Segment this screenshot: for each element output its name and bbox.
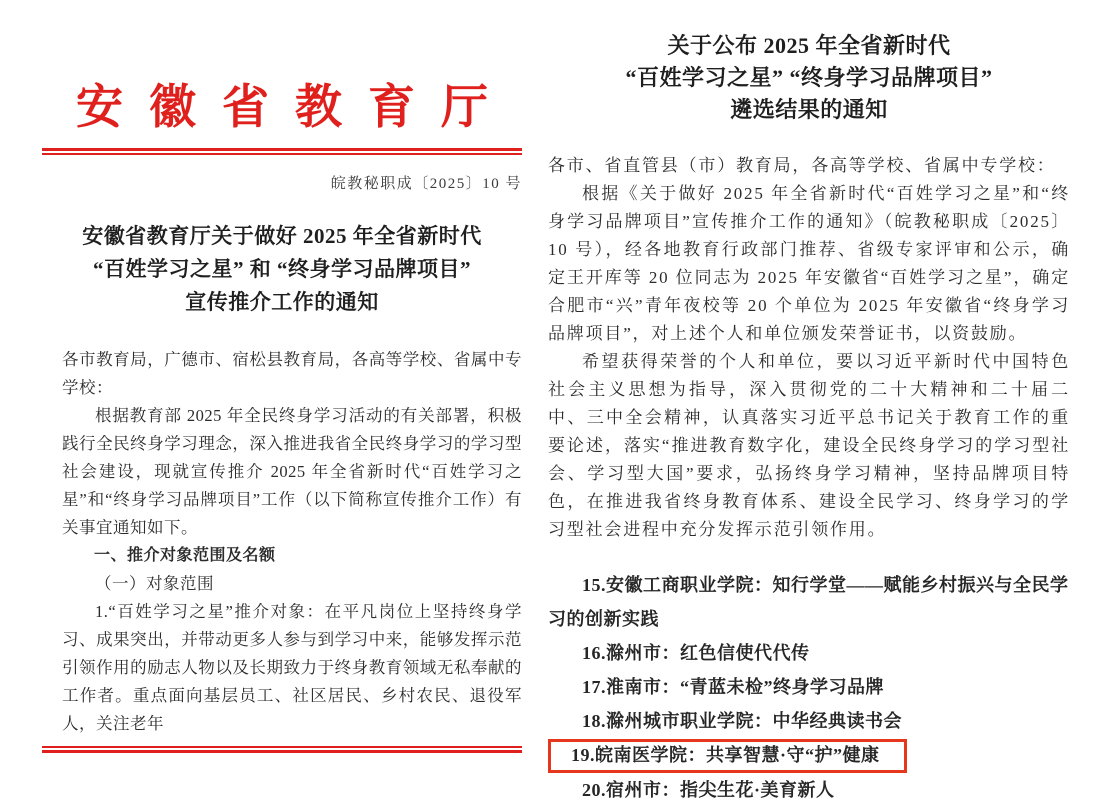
document-number: 皖教秘职成〔2025〕10 号	[330, 176, 522, 192]
letterhead-double-rule	[42, 148, 522, 155]
list-item-19-highlighted	[548, 738, 1070, 773]
right-title-line-2: “百姓学习之星” “终身学习品牌项目”	[625, 65, 993, 90]
right-salutation: 各市、省直管县（市）教育局，各高等学校、省属中专学校：	[548, 156, 1056, 175]
left-salutation: 各市教育局，广德市、宿松县教育局，各高等学校、省属中专学校：	[62, 350, 522, 397]
left-title-line-2: “百姓学习之星” 和 “终身学习品牌项目”	[93, 257, 471, 281]
right-title-line-3: 遴选结果的通知	[730, 97, 888, 122]
list-item-16: 16.滁州市：红色信使代代传	[582, 643, 810, 663]
list-item-17: 17.淮南市：“青蓝未检”终身学习品牌	[582, 677, 884, 697]
document-page-left	[42, 0, 522, 805]
left-title-line-1: 安徽省教育厅关于做好 2025 年全省新时代	[82, 224, 482, 248]
left-page-body	[62, 346, 522, 738]
left-paragraph-1: 根据教育部 2025 年全民终身学习活动的有关部署，积极践行全民终身学习理念，深入推进我省全民终身学习的学习型社会建设，现就宣传推介 2025 年全省新时代“百姓学习之星”和“终身学习品牌项目”工作（以下简称宣传推介工作）有关事宜通知如下。	[62, 406, 522, 537]
footer-bar-thick	[42, 750, 522, 753]
agency-letterhead: 安徽省教育厅	[76, 82, 514, 134]
document-page-right	[548, 0, 1070, 805]
highlight-box: 19.皖南医学院：共享智慧·守“护”健康	[548, 739, 907, 773]
right-paragraph-2: 希望获得荣誉的个人和单位，要以习近平新时代中国特色社会主义思想为指导，深入贯彻党的二十大精神和二十届二中、三中全会精神，认真落实习近平总书记关于教育工作的重要论述，落实“推进教育数字化，建设全民终身学习的学习型社会、学习型大国”要求，弘扬终身学习精神，坚持品牌项目特色，在推进我省终身教育体系、建设全民学习、终身学习的学习型社会进程中充分发挥示范引领作用。	[548, 352, 1070, 539]
left-section-heading: 一、推介对象范围及名额	[94, 547, 276, 564]
right-page-body	[548, 152, 1070, 544]
page-footer-double-rule	[42, 746, 522, 753]
right-paragraph-1: 根据《关于做好 2025 年全省新时代“百姓学习之星”和“终身学习品牌项目”宣传推介工作的通知》（皖教秘职成〔2025〕10 号），经各地教育行政部门推荐、省级专家评审和公示，确定王开库等 20 位同志为 2025 年安徽省“百姓学习之星”，确定合肥市“兴”青年夜校等 20 个单位为 2025 年安徽省“终身学习品牌项目”，对上述个人和单位颁发荣誉证书，以资鼓励。	[548, 184, 1070, 343]
right-page-title	[548, 30, 1070, 126]
selection-result-list	[548, 568, 1070, 805]
list-item-18: 18.滁州城市职业学院：中华经典读书会	[582, 711, 902, 731]
rule-bar-thin	[42, 153, 522, 155]
right-title-line-1: 关于公布 2025 年全省新时代	[667, 33, 951, 58]
left-subsection-heading: （一）对象范围	[95, 574, 214, 593]
list-item-20: 20.宿州市：指尖生花·美育新人	[582, 780, 835, 800]
left-title-line-3: 宣传推介工作的通知	[185, 290, 379, 314]
list-item-15: 15.安徽工商职业学院：知行学堂——赋能乡村振兴与全民学习的创新实践	[548, 575, 1069, 629]
left-paragraph-2: 1.“百姓学习之星”推介对象：在平凡岗位上坚持终身学习、成果突出，并带动更多人参与到学习中来，能够发挥示范引领作用的励志人物以及长期致力于终身教育领域无私奉献的工作者。重点面向基层员工、社区居民、乡村农民、退役军人，关注老年	[62, 602, 522, 733]
left-page-title	[42, 220, 522, 319]
